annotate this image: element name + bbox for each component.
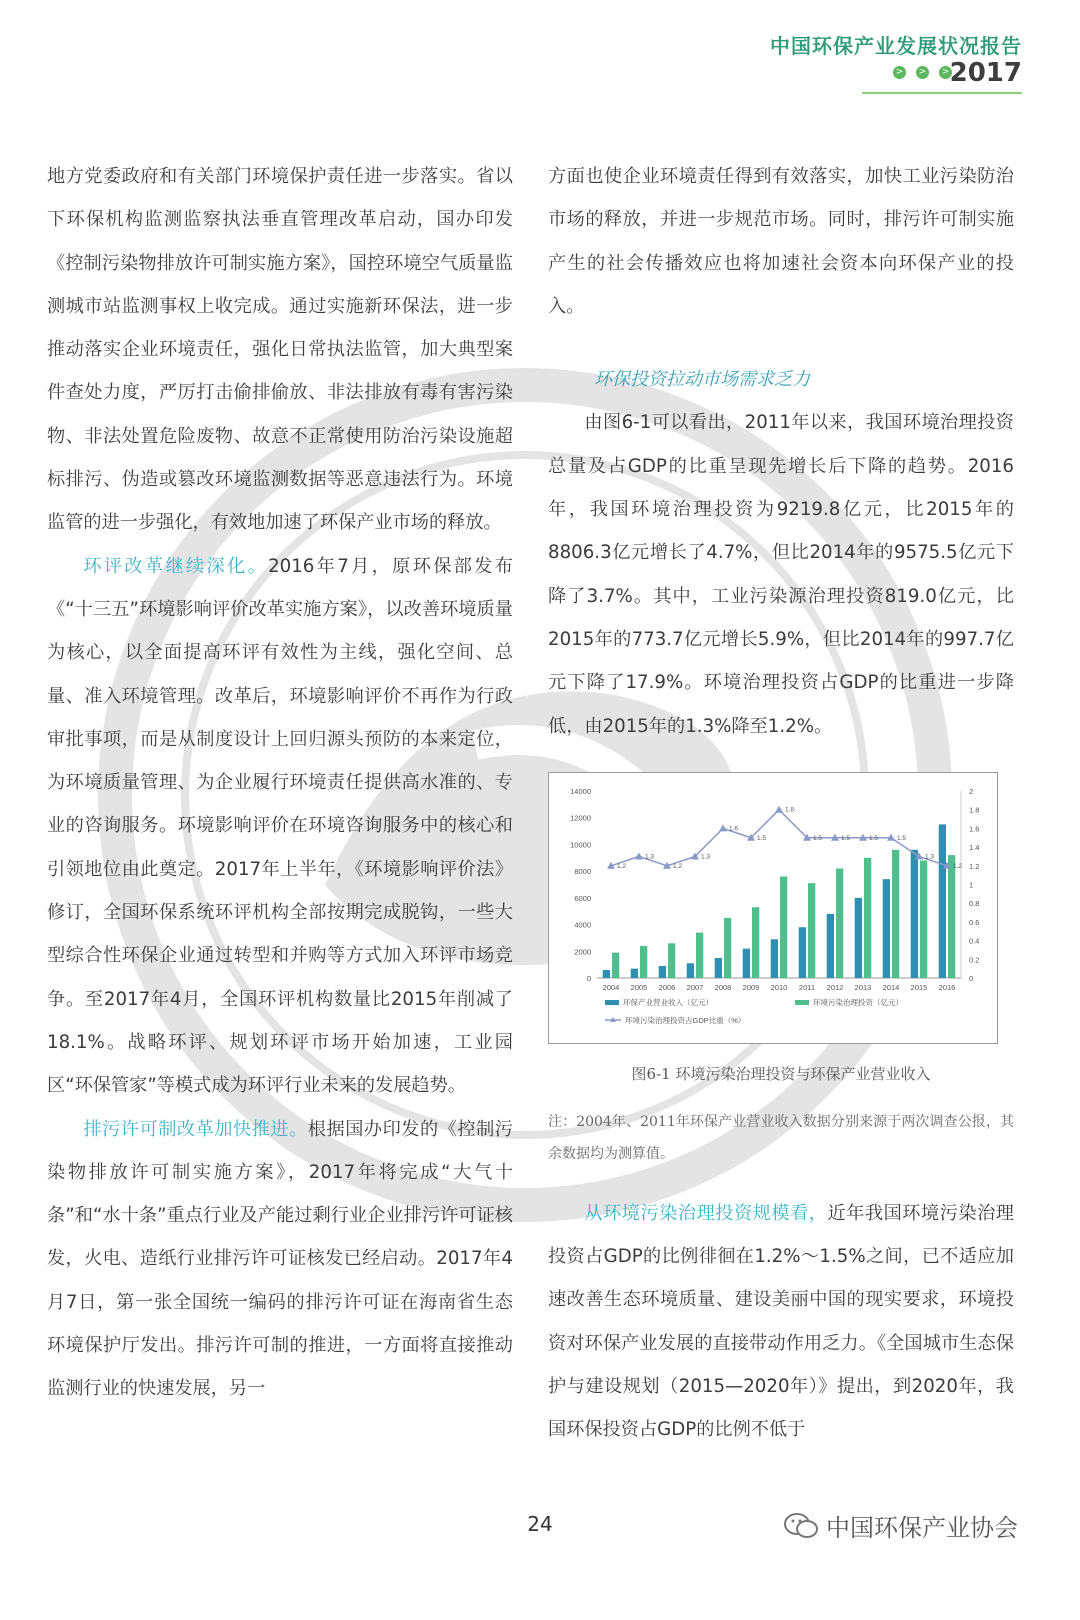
highlight-heading: 排污许可制改革加快推进。 [83, 1118, 308, 1140]
paragraph: 由图6-1可以看出，2011年以来，我国环境治理投资总量及占GDP的比重呈现先增长后下降的趋势。2016年，我国环境治理投资为9219.8亿元，比2015年的8806.3亿元增长了4.7%，但比2014年的9575.5亿元下降了3.7%。其中，工业污染源治理投资819.0亿元，比2015年的773.7亿元增长5.9%，但比2014年的997.7亿元下降了17.9%。环境治理投资占GDP的比重进一步降低，由2015年的1.3%降至1.2%。 [548, 412, 1014, 737]
x-tick-label: 2014 [882, 982, 900, 992]
legend-label: 环境污染治理投资占GDP比重（%） [625, 1015, 746, 1025]
bar-investment [920, 860, 927, 978]
y2-tick-label: 1.4 [969, 842, 980, 852]
y2-tick-label: 1 [969, 880, 974, 890]
chevron-right-icon: > [893, 66, 906, 79]
line-data-label: 1.2 [617, 862, 627, 870]
x-tick-label: 2012 [826, 982, 844, 992]
y-tick-label: 8000 [574, 867, 591, 877]
line-data-label: 1.6 [729, 825, 739, 833]
legend-swatch-revenue [605, 1000, 619, 1005]
y-tick-label: 12000 [570, 813, 591, 823]
line-data-label: 1.5 [757, 834, 767, 842]
y2-tick-label: 1.2 [969, 861, 980, 871]
y2-tick-label: 2 [969, 786, 974, 796]
x-tick-label: 2011 [798, 982, 816, 992]
bar-revenue [743, 948, 750, 977]
bar-revenue [771, 939, 778, 978]
line-point [775, 806, 783, 813]
x-tick-label: 2016 [938, 982, 956, 992]
line-data-label: 1.2 [953, 862, 963, 870]
line-data-label: 1.5 [841, 834, 851, 842]
header-rule [862, 92, 1022, 94]
chevron-right-icon: > [939, 66, 952, 79]
x-tick-label: 2006 [658, 982, 676, 992]
account-watermark [784, 1508, 1018, 1543]
line-data-label: 1.3 [925, 853, 935, 861]
bar-investment [752, 907, 759, 978]
line-data-label: 1.5 [869, 834, 879, 842]
y-tick-label: 14000 [570, 786, 591, 796]
bar-investment [864, 858, 871, 978]
line-data-label: 1.5 [813, 834, 823, 842]
bar-revenue [715, 958, 722, 978]
wechat-icon [784, 1512, 818, 1540]
x-tick-label: 2010 [770, 982, 788, 992]
x-tick-label: 2013 [854, 982, 872, 992]
chart-svg [549, 773, 997, 1043]
y-tick-label: 4000 [574, 920, 591, 930]
line-point [719, 824, 727, 831]
bar-revenue [939, 824, 946, 978]
y2-tick-label: 1.6 [969, 824, 980, 834]
page-number: 24 [527, 1512, 553, 1536]
bar-investment [612, 952, 619, 977]
highlight-heading: 从环境污染治理投资规模看， [584, 1202, 828, 1224]
bar-investment [808, 883, 815, 978]
paragraph [47, 1108, 513, 1411]
line-data-label: 1.3 [645, 853, 655, 861]
y2-tick-label: 0 [969, 973, 974, 983]
bar-revenue [603, 970, 610, 978]
bar-investment [724, 918, 731, 978]
highlight-heading: 环评改革继续深化。 [83, 555, 269, 577]
bar-revenue [687, 963, 694, 978]
paragraph [47, 545, 513, 1108]
x-tick-label: 2015 [910, 982, 928, 992]
legend-swatch-investment [795, 1000, 809, 1005]
figure-caption: 图6-1 环境污染治理投资与环保产业营业收入 [631, 1064, 931, 1083]
paragraph: 地方党委政府和有关部门环境保护责任进一步落实。省以下环保机构监测监察执法垂直管理改革启动，国办印发《控制污染物排放许可制实施方案》，国控环境空气质量监测城市站监测事权上收完成。通过实施新环保法，进一步推动落实企业环境责任，强化日常执法监管，加大典型案件查处力度，严厉打击偷排偷放、非法排放有毒有害污染物、非法处置危险废物、故意不正常使用防治污染设施超标排污、伪造或篡改环境监测数据等恶意违法行为。环境监管的进一步强化，有效地加速了环保产业市场的释放。 [47, 166, 513, 534]
y2-tick-label: 0.6 [969, 917, 980, 927]
right-column [548, 155, 1014, 1452]
bar-revenue [855, 898, 862, 978]
line-point [635, 852, 643, 859]
figure-note: 注：2004年、2011年环保产业营业收入数据分别来源于两次调查公报，其余数据均为测算值。 [548, 1113, 1014, 1162]
paragraph-text: 根据国办印发的《控制污染物排放许可制实施方案》，2017年将完成“大气十条”和“水十条”重点行业及产能过剩行业企业排污许可证核发，火电、造纸行业排污许可证核发已经启动。2017年4月7日，第一张全国统一编码的排污许可证在海南省生态环境保护厅发出。排污许可制的推进，一方面将直接推动监测行业的快速发展，另一 [47, 1118, 513, 1400]
line-data-label: 1.3 [701, 853, 711, 861]
x-tick-label: 2008 [714, 982, 732, 992]
paragraph-text: 2016年7月，原环保部发布《“十三五”环境影响评价改革实施方案》，以改善环境质量为核心，以全面提高环评有效性为主线，强化空间、总量、准入环境管理。改革后，环境影响评价不再作为行政审批事项，而是从制度设计上回归源头预防的本来定位，为环境质量管理、为企业履行环境责任提供高水准的、专业的咨询服务。环境影响评价在环境咨询服务中的核心和引领地位由此奠定。2017年上半年，《环境影响评价法》修订，全国环保系统环评机构全部按期完成脱钩，一些大型综合性环保企业通过转型和并购等方式加入环评市场竞争。至2017年4月，全国环评机构数量比2015年削减了18.1%。战略环评、规划环评市场开始加速，工业园区“环保管家”等模式成为环评行业未来的发展趋势。 [47, 555, 513, 1097]
bar-revenue [911, 850, 918, 978]
x-tick-label: 2004 [602, 982, 620, 992]
chevron-right-icon: > [916, 66, 929, 79]
header-dots [893, 66, 952, 79]
y-tick-label: 0 [586, 973, 591, 983]
paragraph-text: 近年我国环境污染治理投资占GDP的比例徘徊在1.2%～1.5%之间，已不适应加速改善生态环境质量、建设美丽中国的现实要求，环境投资对环保产业发展的直接带动作用乏力。《全国城市生态保护与建设规划（2015—2020年）》提出，到2020年，我国环保投资占GDP的比例不低于 [548, 1202, 1014, 1441]
bar-revenue [883, 879, 890, 978]
left-column [47, 155, 513, 1411]
y-tick-label: 10000 [570, 840, 591, 850]
account-name: 中国环保产业协会 [826, 1514, 1018, 1542]
report-title: 中国环保产业发展状况报告 [770, 34, 1022, 58]
paragraph: 方面也使企业环境责任得到有效落实，加快工业污染防治市场的释放，并进一步规范市场。同时，排污许可制实施产生的社会传播效应也将加速社会资本向环保产业的投入。 [548, 166, 1014, 317]
bar-investment [780, 876, 787, 978]
bar-revenue [827, 914, 834, 978]
line-data-label: 1.8 [785, 806, 795, 814]
y-tick-label: 2000 [574, 947, 591, 957]
x-tick-label: 2009 [742, 982, 760, 992]
bar-investment [892, 850, 899, 978]
bar-investment [836, 868, 843, 978]
bar-investment [668, 943, 675, 978]
y2-tick-label: 0.2 [969, 955, 980, 965]
bar-revenue [631, 969, 638, 978]
line-data-label: 1.5 [897, 834, 907, 842]
line-data-label: 1.2 [673, 862, 683, 870]
report-year: 2017 [949, 58, 1022, 88]
x-tick-label: 2007 [686, 982, 704, 992]
section-heading: 环保投资拉动市场需求乏力 [594, 369, 810, 391]
paragraph [548, 1192, 1014, 1452]
bar-investment [948, 855, 955, 978]
y2-tick-label: 0.4 [969, 936, 980, 946]
y2-tick-label: 1.8 [969, 805, 980, 815]
bar-revenue [659, 966, 666, 978]
legend-label: 环保产业营业收入（亿元） [623, 997, 713, 1007]
y2-tick-label: 0.8 [969, 899, 980, 909]
bar-revenue [799, 927, 806, 978]
figure-6-1-chart [548, 772, 998, 1044]
x-tick-label: 2005 [630, 982, 648, 992]
legend-label: 环境污染治理投资（亿元） [813, 997, 903, 1007]
bar-investment [696, 932, 703, 977]
y-tick-label: 6000 [574, 893, 591, 903]
bar-investment [640, 946, 647, 978]
